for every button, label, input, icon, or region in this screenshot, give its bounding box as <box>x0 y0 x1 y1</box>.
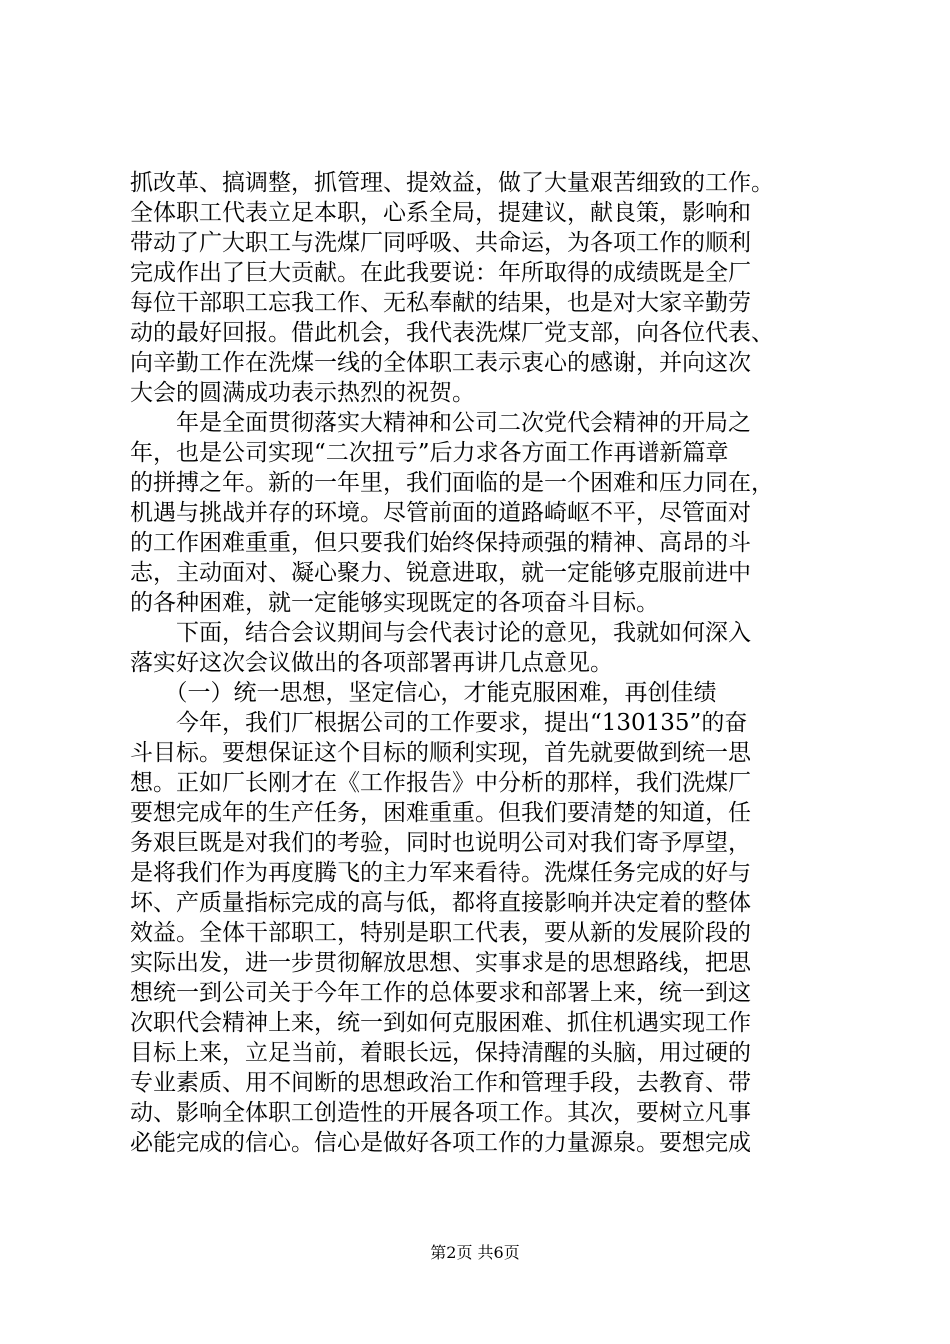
document-body <box>130 168 825 1158</box>
text-line: 年是全面贯彻落实大精神和公司二次党代会精神的开局之 <box>130 410 751 436</box>
text-line: 动的最好回报。借此机会，我代表洗煤厂党支部，向各位代表、 <box>130 320 774 346</box>
text-line: 次职代会精神上来，统一到如何克服困难、抓住机遇实现工作 <box>130 1010 751 1036</box>
text-line: 实际出发，进一步贯彻解放思想、实事求是的思想路线，把思 <box>130 950 751 976</box>
text-line: 想统一到公司关于今年工作的总体要求和部署上来，统一到这 <box>130 980 751 1006</box>
text-line: 抓改革、搞调整，抓管理、提效益，做了大量艰苦细致的工作。 <box>130 170 774 196</box>
text-line: 志，主动面对、凝心聚力、锐意进取，就一定能够克服前进中 <box>130 560 751 586</box>
text-line: 动、影响全体职工创造性的开展各项工作。其次，要树立凡事 <box>130 1100 751 1126</box>
text-line: 全体职工代表立足本职，心系全局，提建议，献良策，影响和 <box>130 200 751 226</box>
text-line: 坏、产质量指标完成的高与低，都将直接影响并决定着的整体 <box>130 890 751 916</box>
text-line: 专业素质、用不间断的思想政治工作和管理手段，去教育、带 <box>130 1070 751 1096</box>
page-number-footer: 第2页 共6页 <box>430 1243 520 1262</box>
text-line: 下面，结合会议期间与会代表讨论的意见，我就如何深入 <box>130 620 751 646</box>
text-line: 想。正如厂长刚才在《工作报告》中分析的那样，我们洗煤厂 <box>130 770 751 796</box>
text-line: 年，也是公司实现“二次扭亏”后力求各方面工作再谱新篇章 <box>130 440 729 466</box>
text-line: 的工作困难重重，但只要我们始终保持顽强的精神、高昂的斗 <box>130 530 751 556</box>
section-heading: （一）统一思想，坚定信心，才能克服困难，再创佳绩 <box>130 680 717 706</box>
text-line: 每位干部职工忘我工作、无私奉献的结果，也是对大家辛勤劳 <box>130 290 751 316</box>
text-line: 落实好这次会议做出的各项部署再讲几点意见。 <box>130 650 613 676</box>
text-line: 效益。全体干部职工，特别是职工代表，要从新的发展阶段的 <box>130 920 751 946</box>
text-line: 是将我们作为再度腾飞的主力军来看待。洗煤任务完成的好与 <box>130 860 751 886</box>
text-line: 向辛勤工作在洗煤一线的全体职工表示衷心的感谢，并向这次 <box>130 350 751 376</box>
text-line: 必能完成的信心。信心是做好各项工作的力量源泉。要想完成 <box>130 1130 751 1156</box>
text-line: 务艰巨既是对我们的考验，同时也说明公司对我们寄予厚望， <box>130 830 751 856</box>
text-line: 完成作出了巨大贡献。在此我要说：年所取得的成绩既是全厂 <box>130 260 751 286</box>
text-line: 目标上来，立足当前，着眼长远，保持清醒的头脑，用过硬的 <box>130 1040 751 1066</box>
text-line: 要想完成年的生产任务，困难重重。但我们要清楚的知道，任 <box>130 800 751 826</box>
text-line: 斗目标。要想保证这个目标的顺利实现，首先就要做到统一思 <box>130 740 751 766</box>
text-line: 大会的圆满成功表示热烈的祝贺。 <box>130 380 475 406</box>
text-line: 带动了广大职工与洗煤厂同呼吸、共命运，为各项工作的顺利 <box>130 230 751 256</box>
text-line: 今年，我们厂根据公司的工作要求，提出“130135”的奋 <box>130 710 748 736</box>
text-line: 的各种困难，就一定能够实现既定的各项奋斗目标。 <box>130 590 659 616</box>
text-line: 的拼搏之年。新的一年里，我们面临的是一个困难和压力同在， <box>130 470 774 496</box>
text-line: 机遇与挑战并存的环境。尽管前面的道路崎岖不平，尽管面对 <box>130 500 751 526</box>
